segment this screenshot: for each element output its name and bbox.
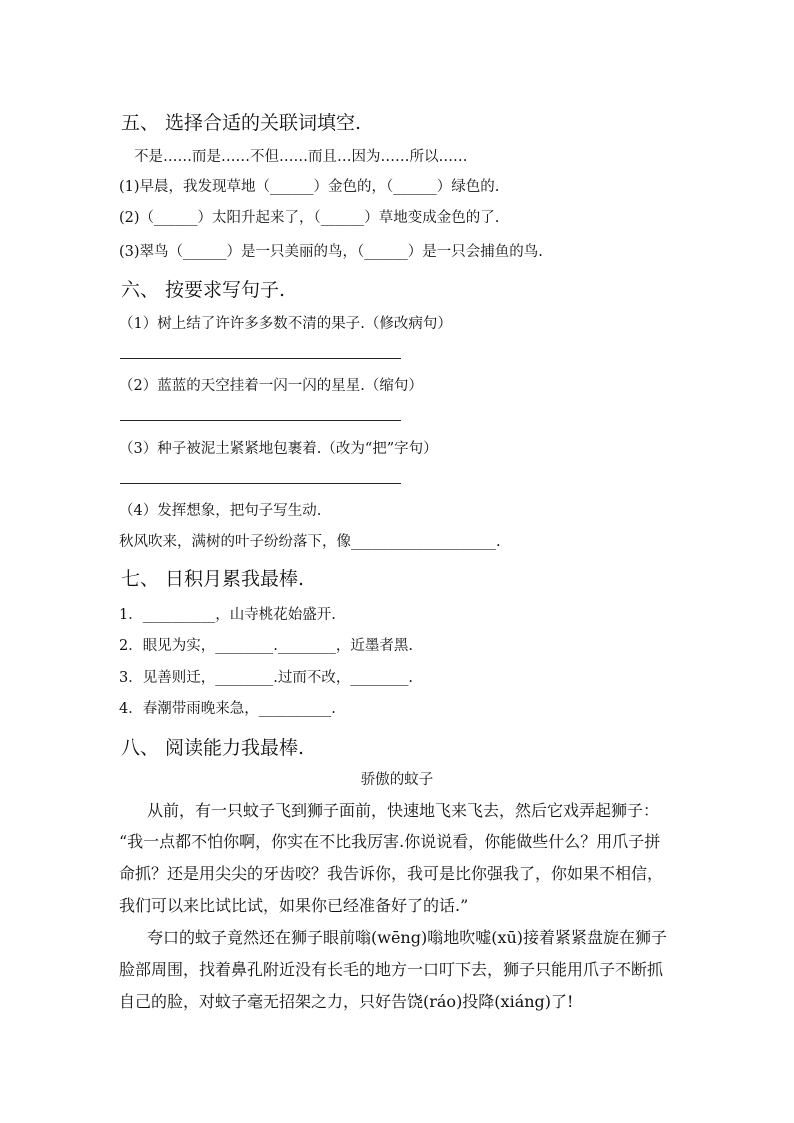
section-7-item-4: 4．春潮带雨晚来急，__________.	[119, 701, 336, 717]
section-5-question-2: (2)（______）太阳升起来了，（______）草地变成金色的了.	[119, 210, 500, 226]
passage-line-4: 我们可以来比试比试，如果你已经准备好了的话.”	[119, 896, 469, 915]
section-6-question-1: （1）树上结了许许多多数不清的果子.（修改病句）	[119, 316, 452, 332]
section-8-heading: 八、 阅读能力我最棒.	[121, 737, 305, 759]
passage-title: 骄傲的蚊子	[360, 772, 434, 788]
section-7-heading: 七、 日积月累我最棒.	[121, 568, 305, 590]
section-5-heading: 五、 选择合适的关联词填空.	[121, 112, 362, 134]
answer-line-1[interactable]	[120, 358, 401, 359]
section-5-question-1: (1)早晨，我发现草地（______）金色的，（______）绿色的.	[119, 179, 500, 195]
answer-line-2[interactable]	[120, 420, 401, 421]
section-6-question-4-sentence: 秋风吹来，满树的叶子纷纷落下，像____________________.	[119, 534, 501, 550]
section-6-question-3: （3）种子被泥土紧紧地包裹着.（改为“把”字句）	[119, 441, 438, 457]
section-5-question-3: (3)翠鸟（______）是一只美丽的鸟，（______）是一只会捕鱼的鸟.	[119, 244, 543, 260]
answer-line-3[interactable]	[120, 483, 401, 484]
passage-line-5: 夸口的蚊子竟然还在狮子眼前嗡(wēng)嗡地吹嘘(xū)接着紧紧盘旋在狮子	[147, 928, 668, 947]
passage-line-3: 命抓？还是用尖尖的牙齿咬？我告诉你，我可是比你强我了，你如果不相信，	[119, 864, 664, 883]
section-7-item-3: 3．见善则迁，________.过而不改，________.	[119, 670, 413, 686]
section-7-item-2: 2．眼见为实，________.________，近墨者黑.	[119, 638, 413, 654]
section-6-question-2: （2）蓝蓝的天空挂着一闪一闪的星星.（缩句）	[119, 378, 423, 394]
section-7-item-1: 1．__________，山寺桃花始盛开.	[119, 607, 336, 623]
passage-line-6: 脸部周围，找着鼻孔附近没有长毛的地方一口叮下去，狮子只能用爪子不断抓	[119, 960, 664, 979]
section-6-heading: 六、 按要求写句子.	[121, 279, 286, 301]
section-6-question-4: （4）发挥想象，把句子写生动.	[119, 503, 322, 519]
section-5-options: 不是……而是……不但……而且…因为……所以……	[134, 149, 468, 165]
passage-line-7: 自己的脸，对蚊子毫无招架之力，只好告饶(ráo)投降(xiáng)了!	[119, 992, 574, 1011]
passage-line-1: 从前，有一只蚊子飞到狮子面前，快速地飞来飞去，然后它戏弄起狮子：	[147, 801, 660, 820]
passage-line-2: “我一点都不怕你啊，你实在不比我厉害.你说说看，你能做些什么？用爪子拼	[119, 832, 661, 851]
